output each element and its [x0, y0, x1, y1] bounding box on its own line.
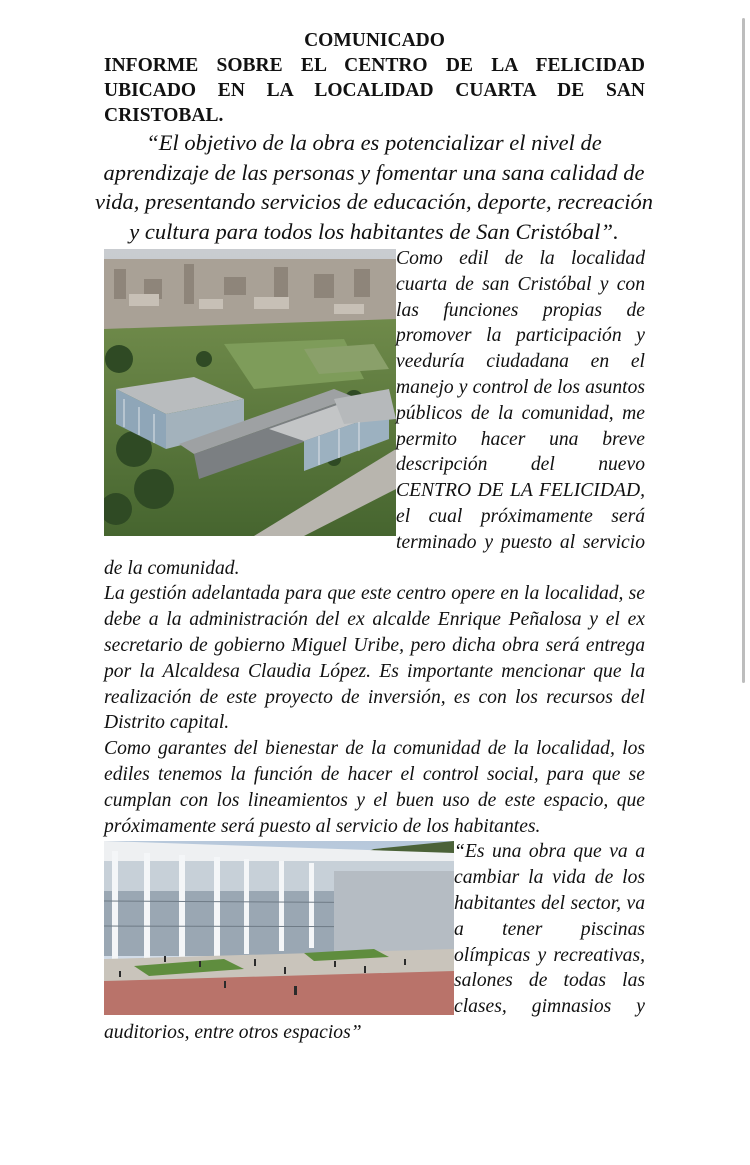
paragraph-edil: Como edil de la localidad cuarta de san Cristóbal y con las funciones propias de promover la participación y veeduría ciudadana en el manejo y control de los asuntos públicos de la comunidad, me permito hacer una breve descripción del nuevo CENTRO DE LA FELICIDAD, el cual próximamente será terminado y puesto al servicio de la comunidad. — [104, 248, 645, 579]
objective-quote: “El objetivo de la obra es potencializar el nivel de aprendizaje de las personas y fomentar una sana calidad de vida, presentando servicios de educación, deporte, recreación y cultura para todos los habitantes de San Cristóbal”. — [95, 130, 653, 244]
section-plaza — [104, 839, 645, 1045]
paragraph-gestion: La gestión adelantada para que este centro opere en la localidad, se debe a la administración del ex alcalde Enrique Peñalosa y el ex secretario de gobierno Miguel Uribe, pero dicha obra será entrega por la Alcaldesa Claudia López. Es importante mencionar que la realización de este proyecto de inversión, es con los recursos del Distrito capital. — [104, 583, 645, 734]
plaza-render-image — [104, 841, 454, 1015]
document-subheader: INFORME SOBRE EL CENTRO DE LA FELICIDAD UBICADO EN LA LOCALIDAD CUARTA DE SAN CRISTOBAL. — [104, 55, 645, 126]
paragraph-garantes: Como garantes del bienestar de la comunidad de la localidad, los ediles tenemos la función de hacer el control social, para que se cumplan con los lineamientos y el buen uso de este espacio, que próximamente será puesto al servicio de los habitantes. — [104, 738, 645, 837]
document-page — [95, 28, 653, 1046]
section-aerial — [104, 246, 645, 581]
document-header: COMUNICADO — [304, 30, 445, 51]
aerial-render-image — [104, 249, 396, 536]
scrollbar[interactable] — [742, 18, 745, 683]
closing-quote: “Es una obra que va a cambiar la vida de los habitantes del sector, va a tener piscinas olímpicas y recreativas, salones de todas las clases, gimnasios y auditorios, entre otros espacios” — [104, 841, 645, 1043]
